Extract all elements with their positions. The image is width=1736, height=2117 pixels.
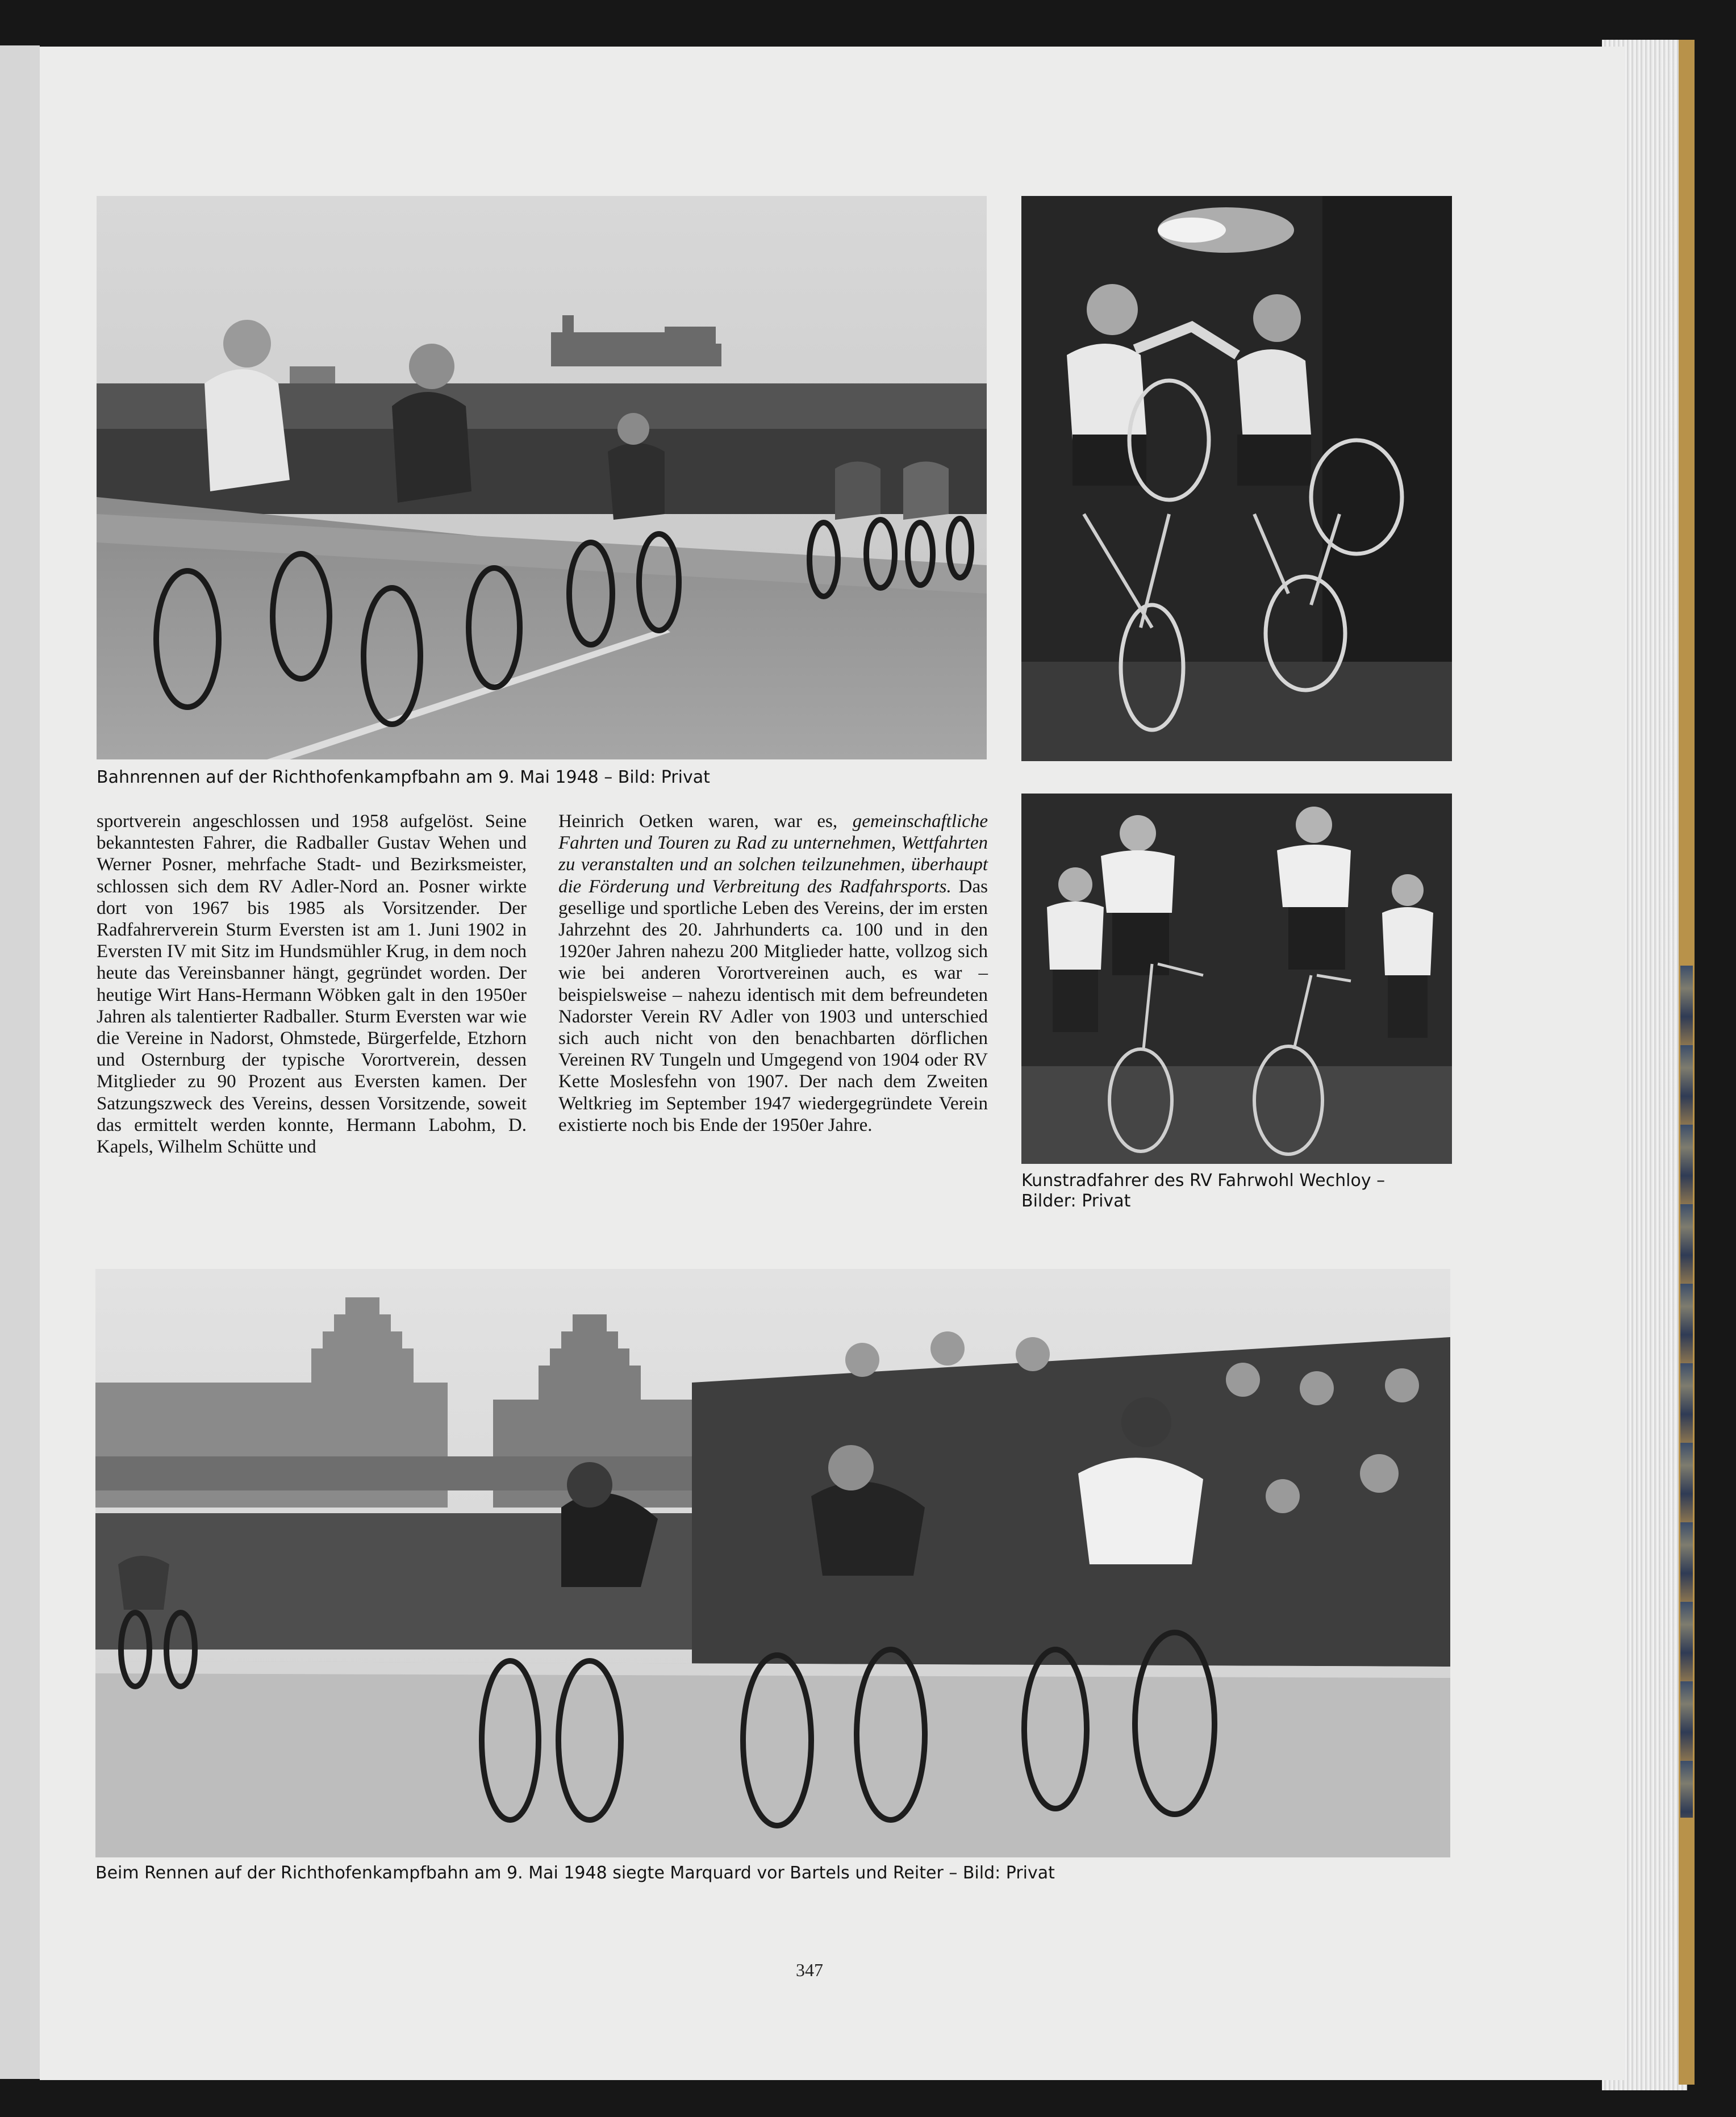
- text-column-left: [97, 811, 527, 1158]
- photo-finish: [95, 1269, 1450, 1857]
- photo-trick-riders-group: [1021, 794, 1452, 1164]
- text-right-before: Heinrich Oetken waren, war es,: [558, 811, 853, 832]
- text-column-right: [558, 811, 988, 1136]
- text-right-after: Das gesellige und sportliche Leben des Vereins, der im ersten Jahrzehnt des 20. Jahrhunderts ca. 100 und in den 1920er Jahren nahezu 200 Mitglieder hatte, vollzog sich wie bei anderen Vorortvereinen auch, es war – beispielsweise – nahezu identisch mit dem befreundeten Nadorster Verein RV Adler von 1903 und unterschied sich auch nicht von den benachbarten dörflichen Vereinen RV Tungeln und Umgegend von 1904 oder RV Kette Moslesfehn von 1907. Der nach dem Zweiten Weltkrieg im September 1947 wiedergegründete Verein existierte noch bis Ende der 1950er Jahre.: [558, 876, 988, 1135]
- caption-finish: Beim Rennen auf der Richthofenkampfbahn am 9. Mai 1948 siegte Marquard vor Bartels und Reiter – Bild: Privat: [95, 1863, 1055, 1883]
- text-right-italic: gemeinschaftliche Fahrten und Touren zu Rad zu unternehmen, Wettfahrten zu veranstalten und an solchen teilzunehmen, überhaupt die Förderung und Verbreitung des Radfahrsports.: [558, 811, 988, 897]
- caption-trick-riders-1: Kunstradfahrer des RV Fahrwohl Wechloy –: [1021, 1171, 1386, 1191]
- caption-track-race: Bahnrennen auf der Richthofenkampfbahn am 9. Mai 1948 – Bild: Privat: [97, 767, 710, 787]
- paragraph-left: sportverein angeschlossen und 1958 aufgelöst. Seine bekanntesten Fahrer, die Radballer Gustav Wehen und Werner Posner, mehrfache Stadt- und Bezirksmeister, schlossen sich dem RV Adler-Nord an. Posner wirkte dort von 1967 bis 1985 als Vorsitzender. Der Radfahrerverein Sturm Eversten ist am 1. Juni 1902 in Eversten IV mit Sitz im Hundsmühler Krug, in dem noch heute das Vereinsbanner hängt, gegründet worden. Der heutige Wirt Hans-Hermann Wöbken galt in den 1950er Jahren als talentierter Radballer. Sturm Eversten war wie die Vereine in Nadorst, Ohmstede, Bürgerfelde, Etzhorn und Osternburg der typische Vorortverein, dessen Mitglieder zu 90 Prozent aus Eversten kamen. Der Satzungszweck des Vereins, dessen Vorsitzende, soweit das ermittelt werden konnte, Hermann Labohm, D. Kapels, Wilhelm Schütte und: [97, 811, 527, 1158]
- paragraph-right: [558, 811, 988, 1136]
- photo-track-race: [97, 196, 987, 759]
- book-cover-pattern: [1680, 966, 1693, 1818]
- caption-trick-riders-2: Bilder: Privat: [1021, 1191, 1131, 1211]
- page-number: 347: [796, 1960, 823, 1980]
- left-page-edge: [0, 45, 40, 2079]
- book-page: [40, 47, 1625, 2080]
- photo-trick-riders-top: [1021, 196, 1452, 761]
